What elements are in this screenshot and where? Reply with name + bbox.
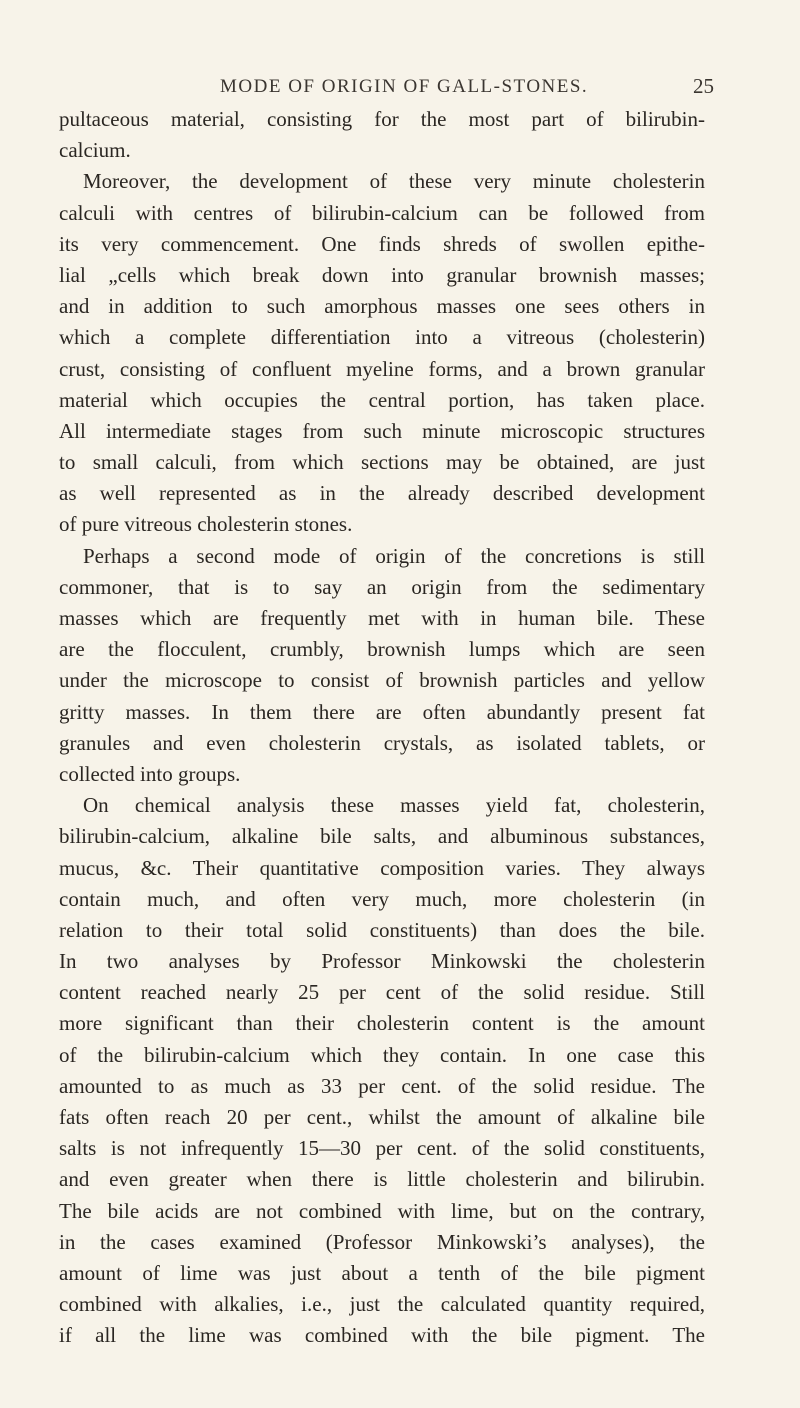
text-line: combined with alkalies, i.e., just the calculated quantity required, bbox=[59, 1292, 705, 1317]
text-line: contain much, and often very much, more cholesterin (in bbox=[59, 886, 705, 911]
text-line: commoner, that is to say an origin from the sedimentary bbox=[59, 574, 705, 599]
text-line: Perhaps a second mode of origin of the concretions is still bbox=[83, 543, 705, 568]
text-line: in the cases examined (Professor Minkowski’s analyses), the bbox=[59, 1229, 705, 1254]
text-line: All intermediate stages from such minute microscopic structures bbox=[59, 418, 705, 443]
body-text bbox=[59, 104, 705, 1352]
text-line: fats often reach 20 per cent., whilst the amount of alkaline bile bbox=[59, 1105, 705, 1129]
text-line: lial „cells which break down into granular brownish masses; bbox=[59, 262, 705, 287]
page-number: 25 bbox=[693, 74, 714, 98]
text-line: under the microscope to consist of brownish particles and yellow bbox=[59, 668, 705, 693]
text-line: salts is not infrequently 15—30 per cent. of the solid constituents, bbox=[59, 1136, 705, 1161]
text-line: of pure vitreous cholesterin stones. bbox=[59, 512, 353, 537]
text-line: masses which are frequently met with in human bile. These bbox=[59, 606, 705, 630]
text-line: mucus, &c. Their quantitative composition varies. They always bbox=[59, 855, 705, 880]
text-line: calcium. bbox=[59, 138, 131, 163]
text-line: its very commencement. One finds shreds of swollen epithe- bbox=[59, 231, 705, 256]
text-line: Moreover, the development of these very minute cholesterin bbox=[83, 169, 705, 194]
text-line: and in addition to such amorphous masses one sees others in bbox=[59, 294, 705, 319]
text-line: are the flocculent, crumbly, brownish lumps which are seen bbox=[59, 637, 705, 662]
text-line: collected into groups. bbox=[59, 761, 241, 786]
text-line: content reached nearly 25 per cent of the solid residue. Still bbox=[59, 980, 705, 1005]
text-line: In two analyses by Professor Minkowski the cholesterin bbox=[59, 949, 705, 974]
text-line: and even greater when there is little cholesterin and bilirubin. bbox=[59, 1167, 705, 1192]
text-line: more significant than their cholesterin content is the amount bbox=[59, 1011, 705, 1036]
text-line: which a complete differentiation into a vitreous (cholesterin) bbox=[59, 325, 705, 350]
text-line: pultaceous material, consisting for the most part of bilirubin- bbox=[59, 107, 705, 131]
text-line: if all the lime was combined with the bile pigment. The bbox=[59, 1323, 705, 1348]
text-line: amounted to as much as 33 per cent. of the solid residue. The bbox=[59, 1073, 705, 1098]
text-line: calculi with centres of bilirubin-calcium can be followed from bbox=[59, 200, 705, 225]
text-line: amount of lime was just about a tenth of the bile pigment bbox=[59, 1260, 705, 1285]
text-line: to small calculi, from which sections may be obtained, are just bbox=[59, 450, 705, 475]
text-line: as well represented as in the already described development bbox=[59, 481, 705, 506]
text-line: of the bilirubin-calcium which they contain. In one case this bbox=[59, 1042, 705, 1067]
text-line: granules and even cholesterin crystals, as isolated tablets, or bbox=[59, 730, 705, 755]
running-title: MODE OF ORIGIN OF GALL-STONES. bbox=[220, 76, 589, 97]
text-line: The bile acids are not combined with lime, but on the contrary, bbox=[59, 1198, 705, 1223]
text-line: bilirubin-calcium, alkaline bile salts, and albuminous substances, bbox=[59, 824, 705, 849]
text-line: material which occupies the central portion, has taken place. bbox=[59, 387, 705, 412]
text-line: crust, consisting of confluent myeline forms, and a brown granular bbox=[59, 356, 705, 381]
text-line: On chemical analysis these masses yield fat, cholesterin, bbox=[83, 793, 705, 818]
text-line: relation to their total solid constituents) than does the bile. bbox=[59, 917, 705, 942]
text-line: gritty masses. In them there are often abundantly present fat bbox=[59, 699, 705, 724]
